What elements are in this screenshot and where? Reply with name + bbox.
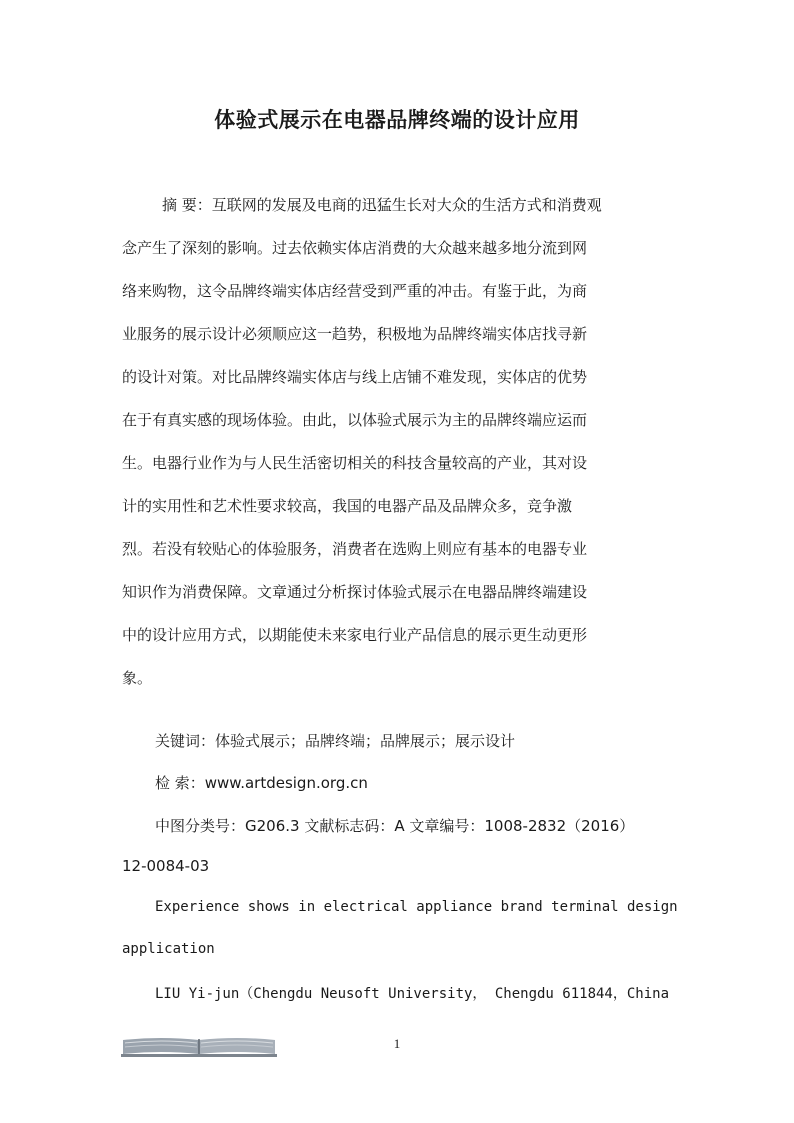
- abstract-line: 业服务的展示设计必须顺应这一趋势，积极地为品牌终端实体店找寻新: [122, 325, 588, 343]
- page-number: 1: [393, 1036, 401, 1051]
- abstract-line: 烈。若没有较贴心的体验服务，消费者在选购上则应有基本的电器专业: [122, 540, 588, 558]
- english-title-line-continued: application: [122, 941, 215, 957]
- abstract-line: 摘 要：互联网的发展及电商的迅猛生长对大众的生活方式和消费观: [162, 196, 602, 214]
- abstract-line: 中的设计应用方式，以期能使未来家电行业产品信息的展示更生动更形: [122, 626, 588, 644]
- abstract-line: 在于有真实感的现场体验。由此，以体验式展示为主的品牌终端应运而: [122, 411, 588, 429]
- classification-line: 中图分类号：G206.3 文献标志码：A 文章编号：1008-2832（2016）: [155, 817, 635, 835]
- abstract-line: 络来购物，这令品牌终端实体店经营受到严重的冲击。有鉴于此，为商: [122, 282, 588, 300]
- keywords-line: 关键词：体验式展示；品牌终端；品牌展示；展示设计: [155, 732, 516, 750]
- abstract-line: 知识作为消费保障。文章通过分析探讨体验式展示在电器品牌终端建设: [122, 583, 588, 601]
- abstract-line: 计的实用性和艺术性要求较高，我国的电器产品及品牌众多，竞争激: [122, 497, 573, 515]
- abstract: [122, 184, 662, 700]
- abstract-line: 念产生了深刻的影响。过去依赖实体店消费的大众越来越多地分流到网: [122, 239, 588, 257]
- search-line: 检 索：www.artdesign.org.cn: [155, 774, 368, 792]
- abstract-line: 的设计对策。对比品牌终端实体店与线上店铺不难发现，实体店的优势: [122, 368, 588, 386]
- document-title: 体验式展示在电器品牌终端的设计应用: [214, 108, 580, 132]
- open-book-image: [121, 1036, 277, 1058]
- abstract-line: 生。电器行业作为与人民生活密切相关的科技含量较高的产业，其对设: [122, 454, 588, 472]
- abstract-line: 象。: [122, 669, 153, 687]
- classification-line-continued: 12-0084-03: [122, 857, 210, 875]
- english-title-line: Experience shows in electrical appliance brand terminal design: [155, 899, 678, 915]
- author-line: LIU Yi-jun（Chengdu Neusoft University， Chengdu 611844，China: [155, 986, 670, 1002]
